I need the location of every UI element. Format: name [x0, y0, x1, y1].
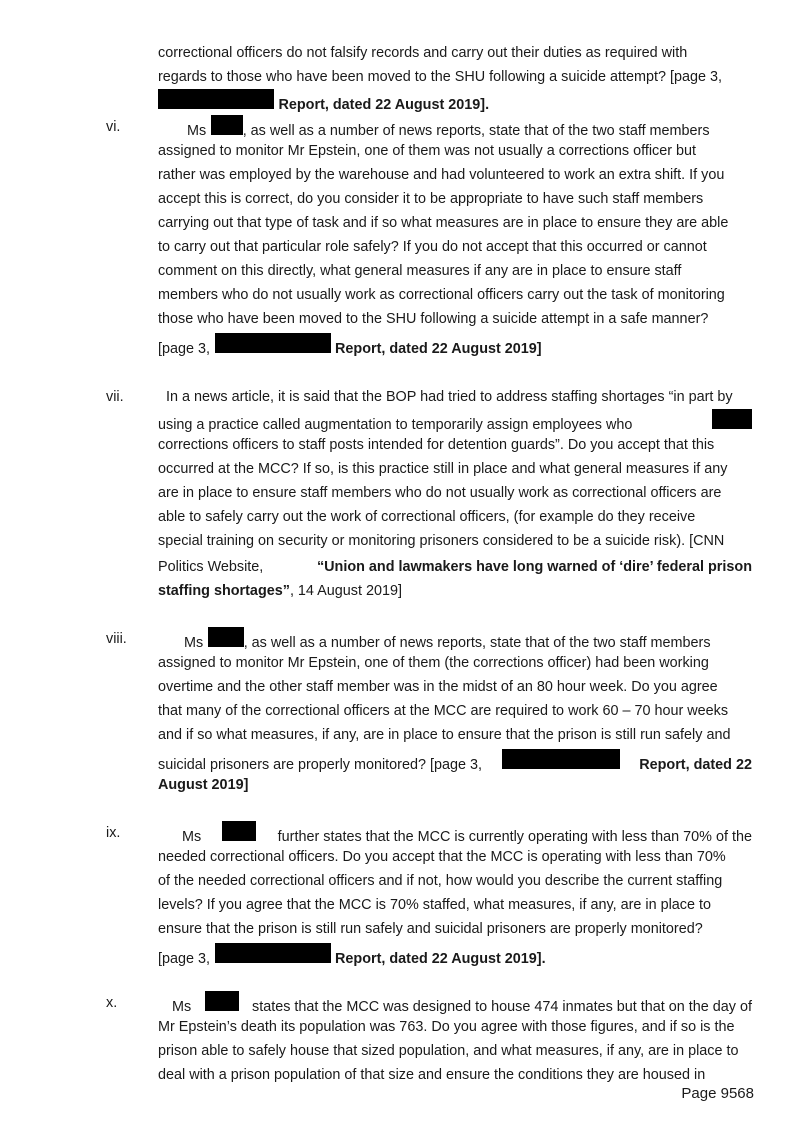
- text-line: ensure that the prison is still run safely and suicidal prisoners are properly monitored?: [158, 921, 703, 937]
- text-line: corrections officers to staff posts intended for detention guards”. Do you accept that this: [158, 437, 715, 453]
- text-line: comment on this directly, what general measures if any are in place to ensure staff: [158, 263, 682, 279]
- text-line: assigned to monitor Mr Epstein, one of them (the corrections officer) had been working: [158, 655, 709, 671]
- item-numeral: viii.: [106, 631, 127, 647]
- text-line: occurred at the MCC? If so, is this practice still in place and what general measures if any: [158, 461, 728, 477]
- text-line: members who do not usually work as correctional officers carry out the task of monitoring: [158, 287, 725, 303]
- redaction-block: [211, 115, 243, 135]
- text-line: correctional officers do not falsify records and carry out their duties as required with: [158, 45, 688, 61]
- text-line: regards to those who have been moved to the SHU following a suicide attempt? [page 3,: [158, 69, 722, 85]
- text-line: special training on security or monitoring prisoners considered to be a suicide risk). [CNN: [158, 533, 725, 549]
- text-line: Mr Epstein’s death its population was 763. Do you agree with those figures, and if so is the: [158, 1019, 735, 1035]
- redaction-block: [502, 749, 620, 769]
- text-line: carrying out that type of task and if so what measures are in place to ensure they are able: [158, 215, 729, 231]
- text-line: staffing shortages” , 14 August 2019]: [158, 583, 402, 599]
- item-numeral: vii.: [106, 389, 124, 405]
- text-line: Ms further states that the MCC is currently operating with less than 70% of the: [182, 821, 752, 845]
- redaction-block: [712, 409, 752, 429]
- text-line: prison able to safely house that sized population, and what measures, if any, are in place to: [158, 1043, 739, 1059]
- text-line: accept this is correct, do you consider it to be appropriate to have such staff members: [158, 191, 704, 207]
- page-number: Page 9568: [681, 1085, 754, 1102]
- text-line: assigned to monitor Mr Epstein, one of them was not usually a corrections officer but: [158, 143, 697, 159]
- text-line: [page 3, Report, dated 22 August 2019]: [158, 333, 752, 357]
- redaction-block: [222, 821, 256, 841]
- text-line: are in place to ensure staff members who do not usually work as correctional officers are: [158, 485, 722, 501]
- text-line: needed correctional officers. Do you accept that the MCC is operating with less than 70%: [158, 849, 726, 865]
- text-line: In a news article, it is said that the BOP had tried to address staffing shortages “in part by: [166, 389, 733, 405]
- text-line: those who have been moved to the SHU following a suicide attempt in a safe manner?: [158, 311, 709, 327]
- text-line: rather was employed by the warehouse and had volunteered to work an extra shift. If you: [158, 167, 725, 183]
- redaction-block: [158, 89, 274, 109]
- text-line: that many of the correctional officers at the MCC are required to work 60 – 70 hour weeks: [158, 703, 729, 719]
- text-line: of the needed correctional officers and if not, how would you describe the current staffing: [158, 873, 723, 889]
- text-line: Ms states that the MCC was designed to house 474 inmates but that on the day of: [172, 991, 752, 1015]
- text-line: August 2019]: [158, 777, 249, 793]
- redaction-block: [205, 991, 239, 1011]
- text-line: suicidal prisoners are properly monitored? [page 3, Report, dated 22: [158, 749, 752, 773]
- text-line: and if so what measures, if any, are in place to ensure that the prison is still run safely and: [158, 727, 731, 743]
- text-line: deal with a prison population of that size and ensure the conditions they are housed in: [158, 1067, 706, 1083]
- text-line: to carry out that particular role safely? If you do not accept that this occurred or cannot: [158, 239, 707, 255]
- text-line: able to safely carry out the work of correctional officers, (for example do they receive: [158, 509, 696, 525]
- text-line: Ms , as well as a number of news reports, state that of the two staff members: [187, 115, 752, 139]
- redaction-block: [208, 627, 244, 647]
- text-line: using a practice called augmentation to temporarily assign employees who: [158, 409, 752, 433]
- text-line: Report, dated 22 August 2019].: [158, 89, 752, 113]
- text-line: Politics Website, “Union and lawmakers have long warned of ‘dire’ federal prison: [158, 559, 752, 575]
- item-numeral: ix.: [106, 825, 121, 841]
- text-line: Ms , as well as a number of news reports, state that of the two staff members: [184, 627, 752, 651]
- redaction-block: [215, 333, 331, 353]
- redaction-block: [215, 943, 331, 963]
- item-numeral: x.: [106, 995, 118, 1011]
- text-line: [page 3, Report, dated 22 August 2019].: [158, 943, 752, 967]
- item-numeral: vi.: [106, 119, 121, 135]
- text-line: overtime and the other staff member was in the midst of an 80 hour week. Do you agree: [158, 679, 718, 695]
- text-line: levels? If you agree that the MCC is 70% staffed, what measures, if any, are in place to: [158, 897, 711, 913]
